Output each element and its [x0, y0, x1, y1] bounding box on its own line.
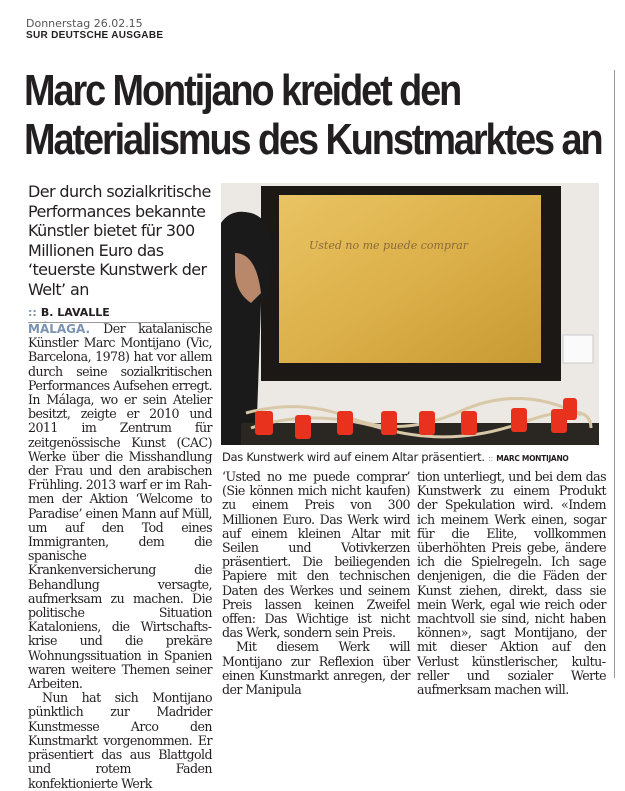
caption-text: Das Kunstwerk wird auf einem Altar präsentiert. — [222, 450, 485, 464]
photo-credit: MARC MONTIJANO — [496, 454, 569, 463]
body-column-2 — [222, 470, 410, 697]
paragraph-text: Der katalanische Künstler Marc Montijano (Vic, Barcelona, 1978) hat vor allem durch seine sozialkritischen Performances Aufsehen erregt. In Málaga, wo er sein Atelier besitzt, zeigte er 2010 und 2011 im Zentrum für zeitgenössische Kunst (CAC) Werke über die Misshandlung der Frau und den arabischen Frühling. 2013 warf er im Rahmen der Aktion ‘Welcome to Paradise’ einen Mann auf Müll, um auf den Tod eines Immigranten, dem die spanische Krankenversicherung die Behandlung versagte, aufmerksam zu machen. Die politische Situation Kataloniens, die Wirtschaftskrise und die prekäre Wohnungssituation in Spanien waren weitere Themen seiner Arbeiten. — [28, 321, 212, 692]
byline-marker: :: — [28, 306, 37, 319]
article-photo — [221, 183, 599, 445]
column-divider — [614, 70, 615, 678]
gold-leaf-painting — [279, 195, 541, 363]
headline-line-2: Materialismus des Kunstmarktes an — [24, 115, 602, 164]
paragraph: Mit diesem Werk will Montijano zur Reflexion über einen Kunstmarkt anregen, der der Manipula — [222, 639, 410, 698]
issue-date: Donnerstag 26.02.15 — [26, 17, 143, 30]
paragraph: tion unterliegt, und bei dem das Kunstwerk zu einem Produkt der Spekulation wird. «Indem ich meinem Werk einen, sogar für die Elite, vollkommen überhöhten Preis gebe, ändere ich die Spielregeln. Ich sage denjenigen, die die Fäden der Kunst ziehen, direkt, dass sie mein Werk, egal wie reich oder machtvoll sie sind, nicht haben können», sagt Montijano, der mit dieser Aktion auf den Verlust künstlerischer, kultureller und sozialer Werte aufmerksam machen will. — [417, 469, 606, 698]
dateline: MÁLAGA. — [28, 322, 91, 336]
body-column-1 — [28, 322, 212, 791]
paragraph: Nun hat sich Montijano pünktlich zur Madrider Kunstmesse Arco den Kunstmarkt vorgenommen. Er präsentiert das aus Blattgold und rotem Faden konfektionierte Werk — [28, 690, 212, 791]
credit-marker: :: — [488, 454, 493, 463]
headline-line-1: Marc Montijano kreidet den — [24, 66, 461, 115]
body-column-3 — [417, 470, 606, 697]
photo-illustration — [221, 183, 599, 445]
photo-caption — [222, 450, 617, 464]
paragraph — [28, 322, 212, 691]
lead-text: Der durch sozialkritische Performances bekannte Künstler bietet für 300 Millionen Euro das ‘teuerste Kunstwerk der Welt’ an — [28, 182, 211, 299]
author-name: B. LAVALLE — [40, 306, 110, 319]
paragraph: ‘Usted no me puede comprar’ (Sie können mich nicht kaufen) zu einem Preis von 300 Millionen Euro. Das Werk wird auf einem kleinen Altar mit Seilen und Votivkerzen präsentiert. Die beiliegenden Papiere mit den technischen Daten des Werkes und seinem Preis lassen keinen Zweifel offen: Das Wichtige ist nicht das Werk, sondern sein Preis. — [222, 469, 410, 641]
headline — [24, 66, 602, 164]
edition-name: SUR DEUTSCHE AUSGABE — [26, 30, 164, 41]
painting-inscription: Usted no me puede comprar — [309, 239, 469, 252]
